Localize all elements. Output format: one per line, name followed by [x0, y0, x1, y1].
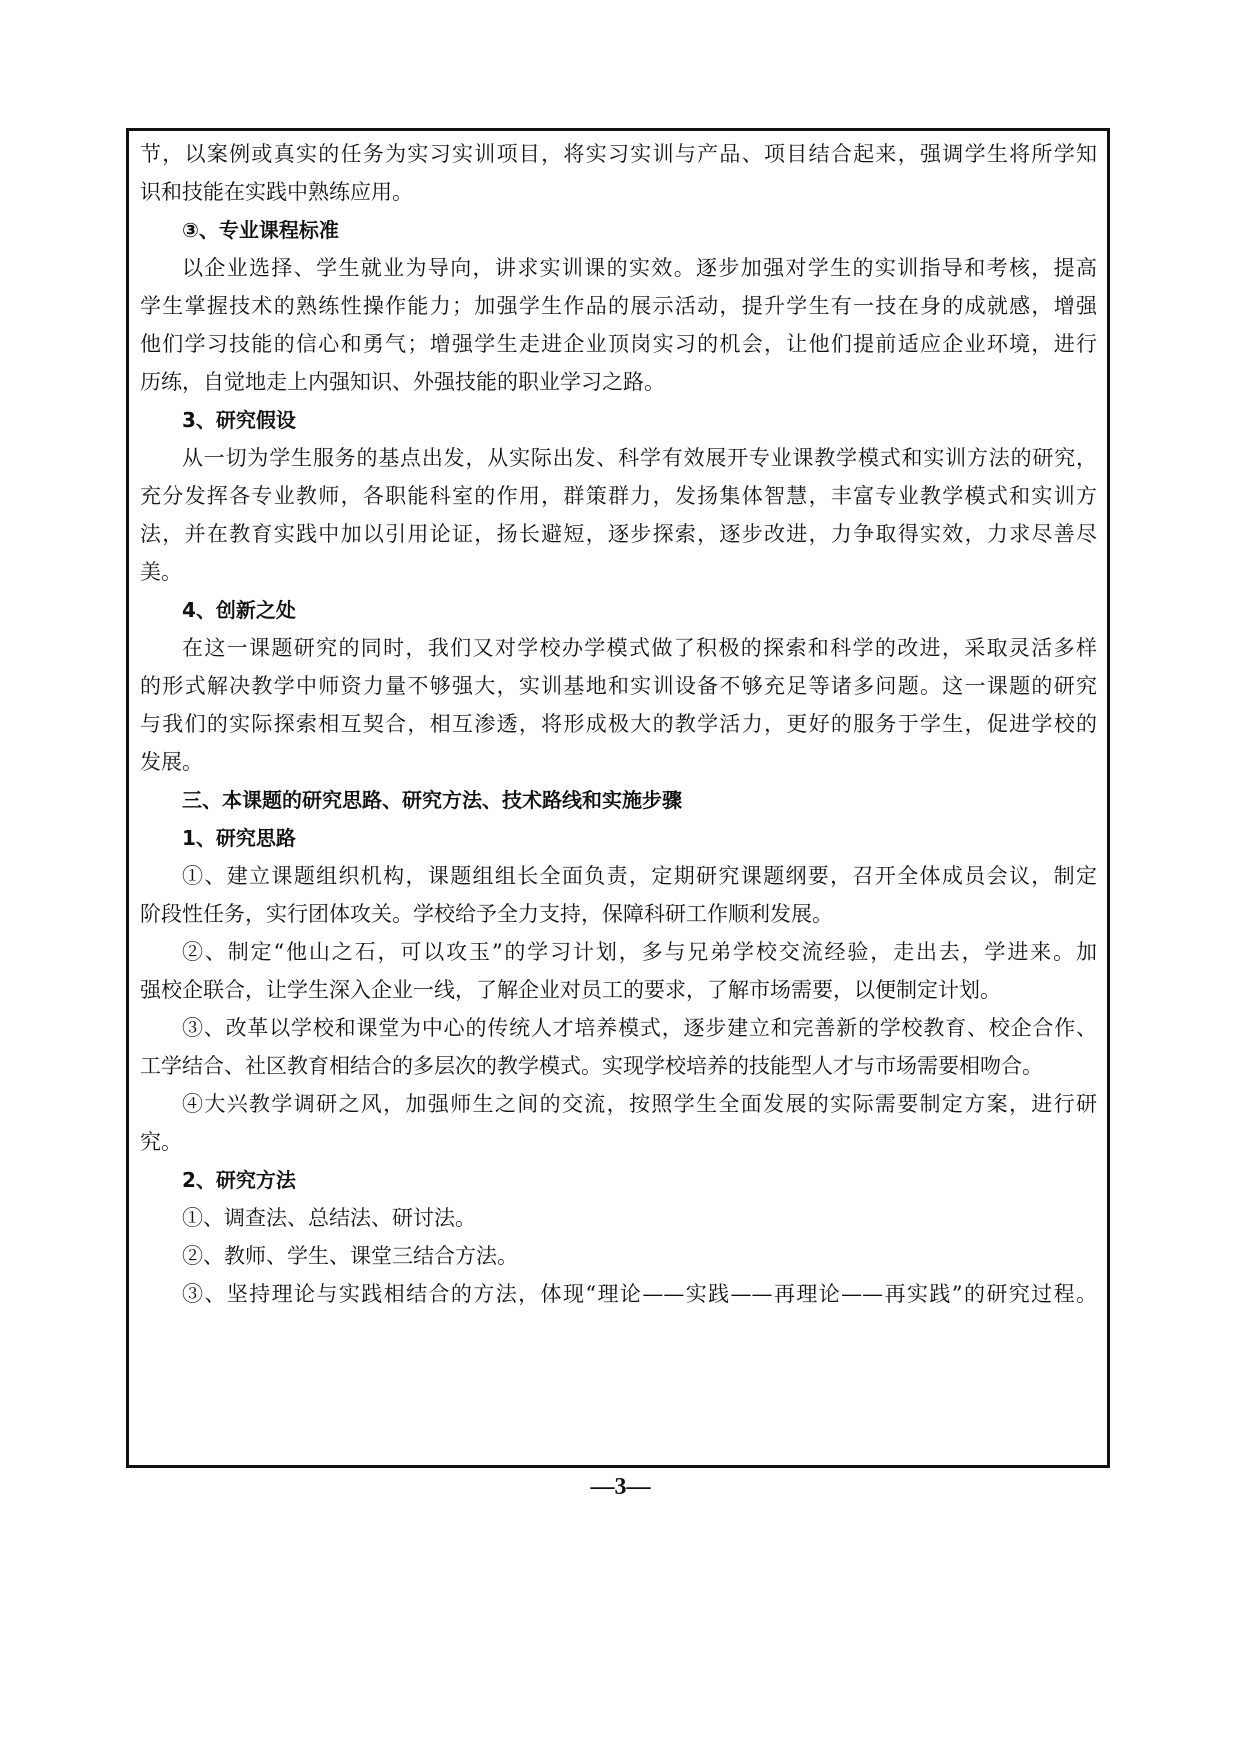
text-line: 识和技能在实践中熟练应用。 — [140, 180, 413, 204]
text-line: 法，并在教育实践中加以引用论证，扬长避短，逐步探索，逐步改进，力争取得实效，力求尽善尽 — [140, 522, 1097, 546]
text-line: ③、改革以学校和课堂为中心的传统人才培养模式，逐步建立和完善新的学校教育、校企合作、 — [182, 1016, 1097, 1040]
text-line: ②、制定“他山之石，可以攻玉”的学习计划，多与兄弟学校交流经验，走出去，学进来。加 — [182, 940, 1097, 964]
text-line: 究。 — [140, 1130, 182, 1154]
text-line: ②、教师、学生、课堂三结合方法。 — [182, 1244, 518, 1268]
text-line: 从一切为学生服务的基点出发，从实际出发、科学有效展开专业课教学模式和实训方法的研究， — [182, 446, 1097, 470]
text-line: 以企业选择、学生就业为导向，讲求实训课的实效。逐步加强对学生的实训指导和考核，提高 — [182, 256, 1097, 280]
text-line: 美。 — [140, 560, 182, 584]
text-line: 与我们的实际探索相互契合，相互渗透，将形成极大的教学活力，更好的服务于学生，促进学校的 — [140, 712, 1097, 736]
section-heading: 2、研究方法 — [182, 1168, 296, 1192]
section-heading: 4、创新之处 — [182, 598, 296, 622]
text-line: 在这一课题研究的同时，我们又对学校办学模式做了积极的探索和科学的改进，采取灵活多样 — [182, 636, 1097, 660]
section-heading: 1、研究思路 — [182, 826, 296, 850]
text-line: 他们学习技能的信心和勇气；增强学生走进企业顶岗实习的机会，让他们提前适应企业环境，进行 — [140, 332, 1097, 356]
text-line: 工学结合、社区教育相结合的多层次的教学模式。实现学校培养的技能型人才与市场需要相吻合。 — [140, 1054, 1043, 1078]
section-heading: 3、研究假设 — [182, 408, 296, 432]
text-line: 学生掌握技术的熟练性操作能力；加强学生作品的展示活动，提升学生有一技在身的成就感，增强 — [140, 294, 1097, 318]
text-line: 强校企联合，让学生深入企业一线，了解企业对员工的要求，了解市场需要，以便制定计划。 — [140, 978, 1001, 1002]
text-line: ④大兴教学调研之风，加强师生之间的交流，按照学生全面发展的实际需要制定方案，进行研 — [182, 1092, 1097, 1116]
section-heading: 三、本课题的研究思路、研究方法、技术路线和实施步骤 — [182, 788, 682, 812]
text-line: 充分发挥各专业教师，各职能科室的作用，群策群力，发扬集体智慧，丰富专业教学模式和实训方 — [140, 484, 1097, 508]
text-line: 阶段性任务，实行团体攻关。学校给予全力支持，保障科研工作顺利发展。 — [140, 902, 833, 926]
document-frame — [126, 128, 1110, 1468]
text-line: 历练，自觉地走上内强知识、外强技能的职业学习之路。 — [140, 370, 665, 394]
text-line: 发展。 — [140, 750, 203, 774]
text-line: ①、建立课题组织机构，课题组组长全面负责，定期研究课题纲要，召开全体成员会议，制定 — [182, 864, 1097, 888]
section-heading: ③、专业课程标准 — [182, 218, 339, 242]
text-line: 的形式解决教学中师资力量不够强大，实训基地和实训设备不够充足等诸多问题。这一课题的研究 — [140, 674, 1097, 698]
text-line: ③、坚持理论与实践相结合的方法，体现“理论——实践——再理论——再实践”的研究过程。 — [182, 1282, 1097, 1306]
page-number: —3— — [590, 1474, 651, 1500]
text-line: 节，以案例或真实的任务为实习实训项目，将实习实训与产品、项目结合起来，强调学生将所学知 — [140, 142, 1097, 166]
text-line: ①、调查法、总结法、研讨法。 — [182, 1206, 476, 1230]
